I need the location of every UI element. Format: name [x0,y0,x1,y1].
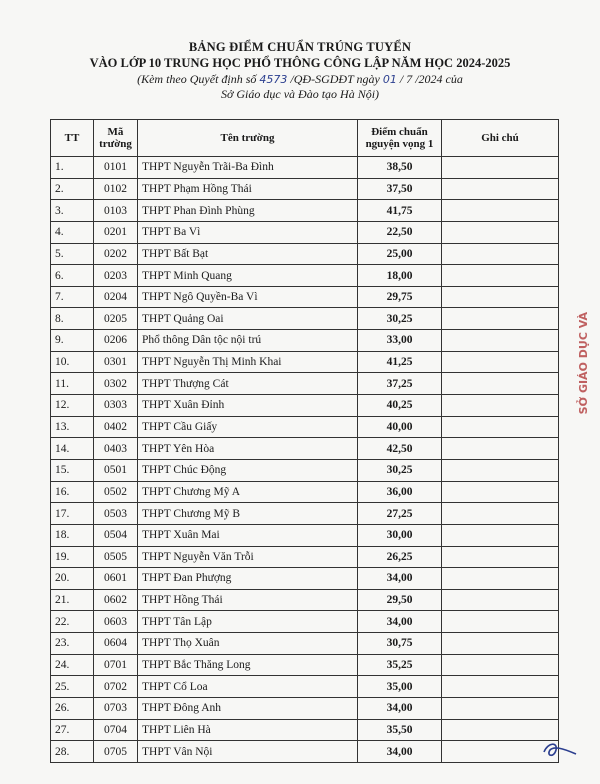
note-cell [442,221,559,243]
decision-text-post: / 7 /2024 của [396,72,463,86]
table-row [51,568,559,590]
table-row [51,459,559,481]
school-code: 0301 [94,351,138,373]
cutoff-score: 38,50 [358,157,442,179]
cutoff-score: 29,50 [358,589,442,611]
school-name: THPT Đan Phượng [138,568,358,590]
table-row [51,243,559,265]
school-name: THPT Cổ Loa [138,676,358,698]
note-cell [442,676,559,698]
note-cell [442,481,559,503]
cutoff-score: 36,00 [358,481,442,503]
note-cell [442,654,559,676]
table-row [51,481,559,503]
school-code: 0303 [94,395,138,417]
note-cell [442,351,559,373]
table-row [51,589,559,611]
table-row [51,330,559,352]
school-code: 0202 [94,243,138,265]
table-row [51,611,559,633]
note-cell [442,330,559,352]
note-cell [442,243,559,265]
margin-stamp: SỞ GIÁO DỤC VÀ [577,312,590,415]
school-code: 0102 [94,178,138,200]
table-row [51,395,559,417]
school-name: THPT Tân Lập [138,611,358,633]
table-row [51,719,559,741]
note-cell [442,568,559,590]
note-cell [442,633,559,655]
table-row [51,221,559,243]
cutoff-score: 27,25 [358,503,442,525]
signature-mark [540,738,580,767]
note-cell [442,698,559,720]
row-number: 6. [51,265,94,287]
school-code: 0502 [94,481,138,503]
row-number: 25. [51,676,94,698]
note-cell [442,611,559,633]
school-name: THPT Yên Hòa [138,438,358,460]
school-code: 0504 [94,524,138,546]
table-row [51,308,559,330]
school-code: 0103 [94,200,138,222]
row-number: 5. [51,243,94,265]
school-code: 0703 [94,698,138,720]
decision-day: 01 [382,73,397,86]
document-subtitle: VÀO LỚP 10 TRUNG HỌC PHỔ THÔNG CÔNG LẬP NĂM HỌC 2024-2025 [89,56,511,70]
cutoff-score: 33,00 [358,330,442,352]
school-name: THPT Chương Mỹ B [138,503,358,525]
row-number: 17. [51,503,94,525]
cutoff-score: 30,25 [358,459,442,481]
school-name: THPT Liên Hà [138,719,358,741]
scores-table [50,119,559,763]
cutoff-score: 41,25 [358,351,442,373]
row-number: 16. [51,481,94,503]
cutoff-score: 22,50 [358,221,442,243]
cutoff-score: 37,50 [358,178,442,200]
table-row [51,633,559,655]
document-title: BẢNG ĐIỂM CHUẨN TRÚNG TUYỂN [188,40,412,54]
school-name: THPT Xuân Đỉnh [138,395,358,417]
signature-icon [540,738,580,762]
row-number: 2. [51,178,94,200]
table-row [51,351,559,373]
school-code: 0604 [94,633,138,655]
school-code: 0601 [94,568,138,590]
row-number: 3. [51,200,94,222]
table-row [51,265,559,287]
cutoff-score: 34,00 [358,568,442,590]
school-code: 0505 [94,546,138,568]
cutoff-score: 37,25 [358,373,442,395]
table-row [51,200,559,222]
table-header-row [51,120,559,157]
note-cell [442,373,559,395]
row-number: 21. [51,589,94,611]
cutoff-score: 30,00 [358,524,442,546]
school-name: THPT Bắc Thăng Long [138,654,358,676]
school-code: 0403 [94,438,138,460]
note-cell [442,286,559,308]
school-code: 0101 [94,157,138,179]
note-cell [442,157,559,179]
table-row [51,438,559,460]
school-code: 0603 [94,611,138,633]
table-row [51,676,559,698]
note-cell [442,524,559,546]
cutoff-score: 34,00 [358,698,442,720]
school-code: 0702 [94,676,138,698]
note-cell [442,546,559,568]
decision-number: 4573 [259,73,288,86]
row-number: 1. [51,157,94,179]
note-cell [442,395,559,417]
row-number: 27. [51,719,94,741]
cutoff-score: 29,75 [358,286,442,308]
document-header [0,40,600,102]
row-number: 9. [51,330,94,352]
school-name: THPT Minh Quang [138,265,358,287]
row-number: 22. [51,611,94,633]
cutoff-score: 35,50 [358,719,442,741]
row-number: 13. [51,416,94,438]
note-cell [442,308,559,330]
school-name: THPT Hồng Thái [138,589,358,611]
table-row [51,286,559,308]
school-code: 0302 [94,373,138,395]
cutoff-score: 35,25 [358,654,442,676]
header-note: Ghi chú [442,120,559,157]
school-code: 0201 [94,221,138,243]
table-body [51,157,559,763]
school-name: THPT Quảng Oai [138,308,358,330]
school-name: THPT Chúc Động [138,459,358,481]
header-tt: TT [51,120,94,157]
school-name: THPT Thọ Xuân [138,633,358,655]
school-code: 0203 [94,265,138,287]
school-name: THPT Chương Mỹ A [138,481,358,503]
cutoff-score: 30,25 [358,308,442,330]
school-name: THPT Nguyễn Trãi-Ba Đình [138,157,358,179]
cutoff-score: 34,00 [358,611,442,633]
row-number: 4. [51,221,94,243]
table-row [51,503,559,525]
school-code: 0701 [94,654,138,676]
school-code: 0503 [94,503,138,525]
school-code: 0602 [94,589,138,611]
cutoff-score: 41,75 [358,200,442,222]
row-number: 14. [51,438,94,460]
note-cell [442,503,559,525]
note-cell [442,459,559,481]
row-number: 7. [51,286,94,308]
school-code: 0501 [94,459,138,481]
cutoff-score: 40,25 [358,395,442,417]
row-number: 10. [51,351,94,373]
row-number: 12. [51,395,94,417]
table-row [51,178,559,200]
cutoff-score: 26,25 [358,546,442,568]
table-row [51,741,559,763]
cutoff-score: 42,50 [358,438,442,460]
school-code: 0705 [94,741,138,763]
note-cell [442,589,559,611]
table-row [51,698,559,720]
row-number: 18. [51,524,94,546]
table-row [51,524,559,546]
row-number: 24. [51,654,94,676]
cutoff-score: 18,00 [358,265,442,287]
row-number: 20. [51,568,94,590]
cutoff-score: 25,00 [358,243,442,265]
school-name: THPT Đông Anh [138,698,358,720]
decision-text-pre: (Kèm theo Quyết định số [137,72,260,86]
cutoff-score: 40,00 [358,416,442,438]
table-row [51,157,559,179]
header-score: Điểm chuẩn nguyện vọng 1 [358,120,442,157]
issuing-authority: Sở Giáo dục và Đào tạo Hà Nội) [220,87,380,101]
school-code: 0704 [94,719,138,741]
school-name: THPT Vân Nội [138,741,358,763]
row-number: 15. [51,459,94,481]
table-row [51,373,559,395]
decision-text-mid: /QĐ-SGDĐT ngày [287,72,383,86]
note-cell [442,265,559,287]
school-name: THPT Ba Vì [138,221,358,243]
school-code: 0204 [94,286,138,308]
row-number: 23. [51,633,94,655]
row-number: 26. [51,698,94,720]
school-name: THPT Cầu Giấy [138,416,358,438]
table-row [51,546,559,568]
cutoff-score: 35,00 [358,676,442,698]
school-name: THPT Bất Bạt [138,243,358,265]
school-name: Phổ thông Dân tộc nội trú [138,330,358,352]
header-name: Tên trường [138,120,358,157]
row-number: 8. [51,308,94,330]
note-cell [442,178,559,200]
cutoff-score: 30,75 [358,633,442,655]
school-code: 0205 [94,308,138,330]
row-number: 11. [51,373,94,395]
school-name: THPT Xuân Mai [138,524,358,546]
note-cell [442,200,559,222]
school-name: THPT Phạm Hồng Thái [138,178,358,200]
note-cell [442,416,559,438]
table-row [51,416,559,438]
decision-reference [0,72,600,87]
header-code: Mã trường [94,120,138,157]
school-code: 0206 [94,330,138,352]
school-name: THPT Phan Đình Phùng [138,200,358,222]
note-cell [442,438,559,460]
school-name: THPT Thượng Cát [138,373,358,395]
cutoff-score: 34,00 [358,741,442,763]
school-name: THPT Nguyễn Thị Minh Khai [138,351,358,373]
row-number: 19. [51,546,94,568]
school-name: THPT Ngô Quyền-Ba Vì [138,286,358,308]
school-code: 0402 [94,416,138,438]
row-number: 28. [51,741,94,763]
table-row [51,654,559,676]
school-name: THPT Nguyễn Văn Trỗi [138,546,358,568]
